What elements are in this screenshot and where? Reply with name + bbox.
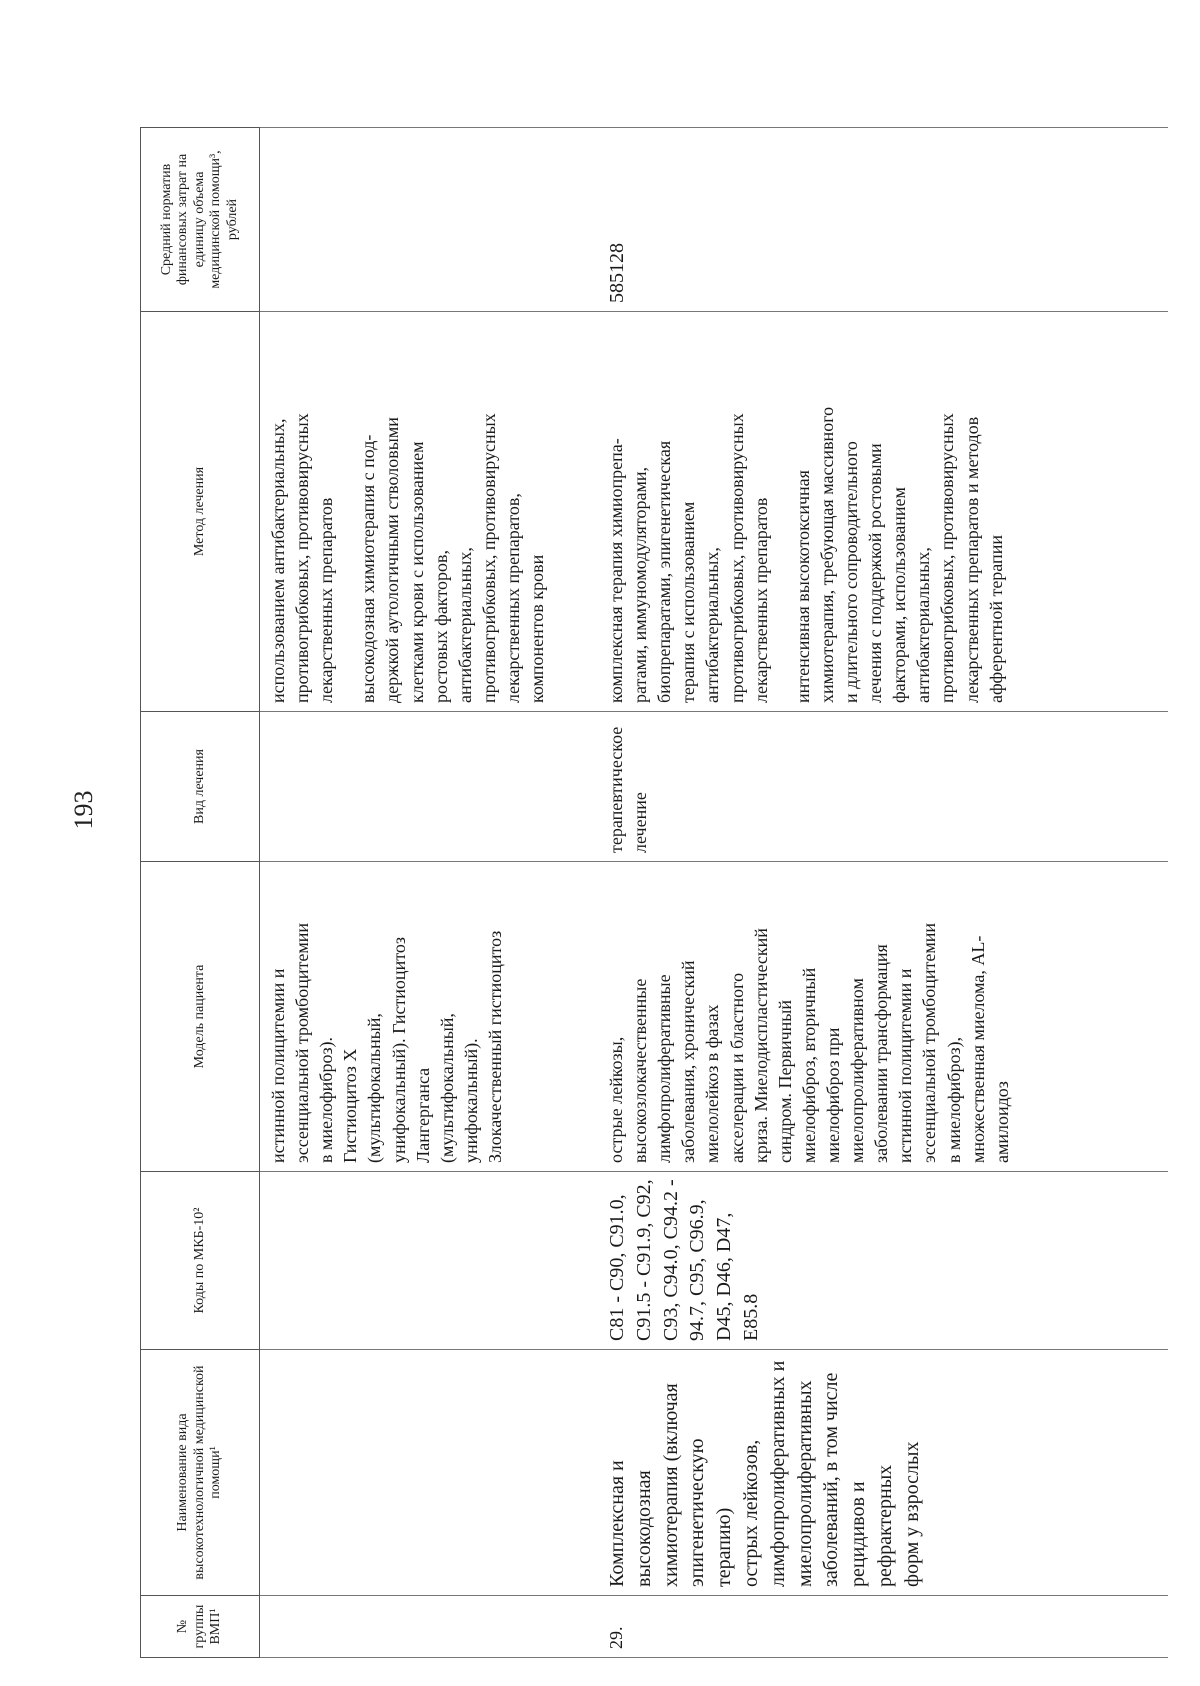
cell-icd-empty — [260, 1172, 597, 1350]
header-avg-cost: Средний норматив финансовых затрат на единицу объема медицинской помощи³, рублей — [141, 128, 260, 312]
cell-icd-codes: C81 - C90, C91.0, C91.5 - C91.9, C92, C93, C94.0, C94.2 - 94.7, C95, C96.9, D45, D46, D47, E85.8 — [596, 1172, 1168, 1350]
cell-avg-cost-empty — [260, 128, 597, 312]
header-patient-model: Модель пациента — [141, 862, 260, 1172]
method-text-1: комплексная терапия химиопрепа- ратами, иммуномодуляторами, биопрепаратами, эпигенетическая терапия с использованием антибактериальных, противогрибковых, противовирусных лекарственных препаратов — [606, 413, 771, 703]
table-row-29 — [596, 128, 1168, 1658]
cell-treatment-type: терапевтическое лечение — [596, 712, 1168, 862]
method-text-2: высокодозная химиотерапия с под- держкой аутологичными стволовыми клетками крови с использованием ростовых факторов, антибактериальных, противогрибковых, противовирусных лекарственных препаратов, компонентов крови — [358, 413, 548, 703]
cell-treatment-method — [596, 312, 1168, 712]
table-header-row — [141, 128, 260, 1658]
cell-treatment-method — [260, 312, 597, 712]
cell-patient-model: острые лейкозы, высокозлокачественные лимфопролиферативные заболевания, хронический миелолейкоз в фазах акселерации и бластного криза. Миелодиспластический синдром. Первичный миелофиброз, вторичный миелофиброз при миелопролиферативном заболевании трансформация истинной полицитемии и эссенциальной тромбоцитемии в миелофиброз), множественная миелома, AL- амилоидоз — [596, 862, 1168, 1172]
method-text-2: интенсивная высокотоксичная химиотерапия, требующая массивного и длительного сопроводительного лечения с поддержкой ростовыми факторами, использованием антибактериальных, противогрибковых, противовирусных лекарственных препаратов и методов афферентной терапии — [792, 406, 1006, 703]
header-treatment-type: Вид лечения — [141, 712, 260, 862]
header-vmp-name: Наименование вида высокотехнологичной медицинской помощи¹ — [141, 1350, 260, 1596]
cell-treatment-type-empty — [260, 712, 597, 862]
method-text-1: использованием антибактериальных, противогрибковых, противовирусных лекарственных препаратов — [268, 413, 337, 703]
table-row-continuation — [260, 128, 597, 1658]
cell-avg-cost: 585128 — [596, 128, 1168, 312]
cell-group-no: 29. — [596, 1596, 1168, 1658]
header-icd-codes: Коды по МКБ-10² — [141, 1172, 260, 1350]
header-group-no: № группы ВМП¹ — [141, 1596, 260, 1658]
rotated-table-container — [140, 128, 1180, 1658]
cell-patient-model: истинной полицитемии и эссенциальной тромбоцитемии в миелофиброз). Гистиоцитоз X (мультифокальный, унифокальный). Гистиоцитоз Лангерганса (мультифокальный, унифокальный). Злокачественный гистиоцитоз — [260, 862, 597, 1172]
cell-vmp-name-empty — [260, 1350, 597, 1596]
header-treatment-method: Метод лечения — [141, 312, 260, 712]
page-number-text: 193 — [69, 790, 98, 830]
cell-group-no-empty — [260, 1596, 597, 1658]
vmp-table — [140, 127, 1168, 1658]
cell-vmp-name: Комплексная и высокодозная химиотерапия (включая эпигенетическую терапию) острых лейкозов, лимфопролиферативных и миелопролиферативных заболеваний, в том числе рецидивов и рефрактерных форм у взрослых — [596, 1350, 1168, 1596]
